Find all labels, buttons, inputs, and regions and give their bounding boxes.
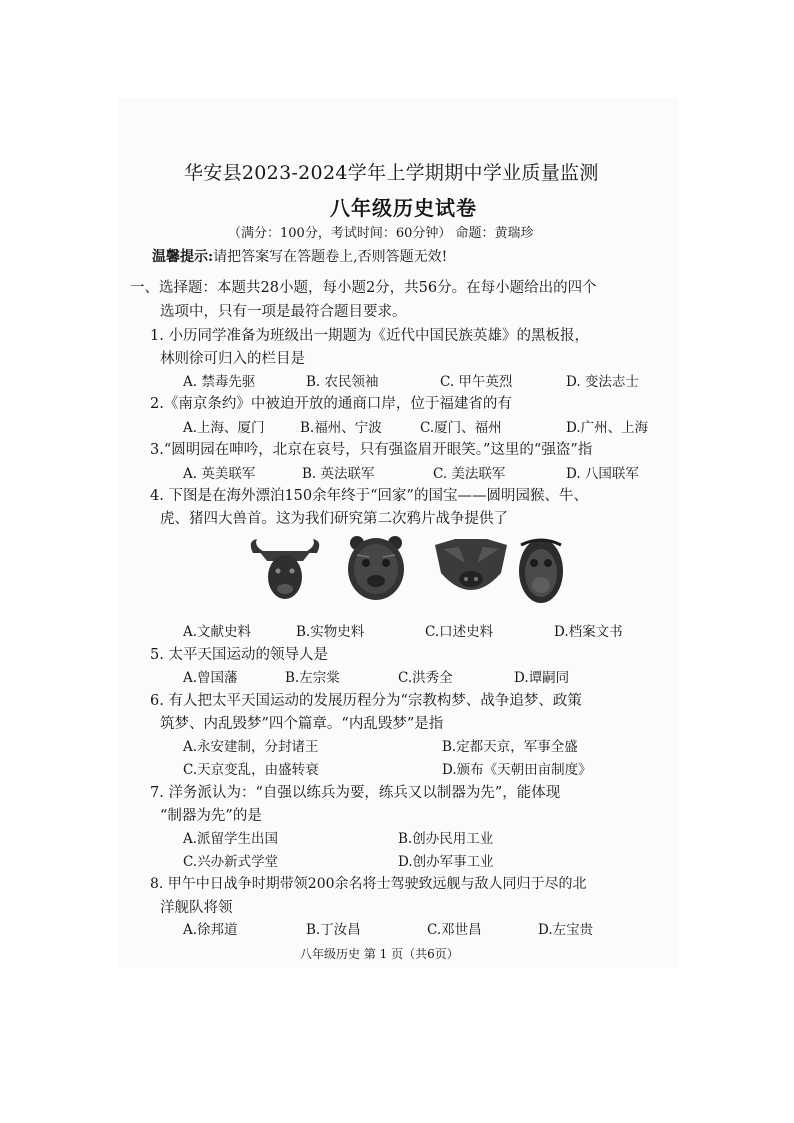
question-7-stem-line2: “制器为先”的是: [160, 808, 262, 824]
monkey-head-image: [519, 539, 563, 603]
question-2-option-d: D.广州、上海: [566, 420, 649, 436]
question-1-stem-line1: 1. 小历同学准备为班级出一期题为《近代中国民族英雄》的黑板报，: [150, 328, 589, 344]
question-4-stem-line1: 4. 下图是在海外漂泊150余年终于“回家”的国宝——圆明园猴、牛、: [150, 488, 588, 504]
question-8-stem-line1: 8. 甲午中日战争时期带领200余名将士驾驶致远舰与敌人同归于尽的北: [150, 876, 587, 892]
question-2-option-b: B.福州、宁波: [300, 420, 382, 436]
zodiac-heads-figure: [245, 533, 575, 605]
question-1-option-d: D. 变法志士: [566, 374, 639, 390]
question-5-option-b: B.左宗棠: [285, 670, 340, 686]
question-5-option-a: A.曾国藩: [183, 670, 238, 686]
exam-title: 华安县2023-2024学年上学期期中学业质量监测: [184, 162, 599, 184]
question-5-stem: 5. 太平天国运动的领导人是: [150, 647, 328, 663]
page-footer: 八年级历史 第 1 页（共6页）: [300, 947, 459, 961]
question-4-option-c: C.口述史料: [425, 624, 494, 640]
question-1-option-a: A. 禁毒先驱: [183, 374, 256, 390]
question-1-option-c: C. 甲午英烈: [440, 374, 513, 390]
question-4-option-d: D.档案文书: [554, 624, 623, 640]
question-8-option-d: D.左宝贵: [538, 922, 594, 938]
pig-head-image: [435, 539, 507, 590]
exam-subject-title: 八年级历史试卷: [330, 196, 477, 220]
warm-tip: [152, 246, 447, 266]
question-6-option-d: D.颁布《天朝田亩制度》: [442, 762, 592, 778]
ox-head-image: [251, 539, 320, 599]
question-2-option-a: A.上海、厦门: [183, 420, 265, 436]
question-4-option-a: A.文献史料: [183, 624, 252, 640]
question-4-option-b: B.实物史料: [296, 624, 365, 640]
question-5-option-d: D.谭嗣同: [514, 670, 570, 686]
question-7-option-a: A.派留学生出国: [183, 831, 279, 847]
question-8-option-a: A.徐邦道: [183, 922, 238, 938]
question-3-option-c: C. 美法联军: [433, 466, 506, 482]
question-7-option-b: B.创办民用工业: [398, 831, 494, 847]
question-6-stem-line1: 6. 有人把太平天国运动的发展历程分为“宗教构梦、战争追梦、政策: [150, 693, 582, 709]
question-6-stem-line2: 筑梦、内乱毁梦”四个篇章。“内乱毁梦”是指: [160, 716, 444, 732]
question-7-option-c: C.兴办新式学堂: [183, 854, 279, 870]
question-4-stem-line2: 虎、猪四大兽首。这为我们研究第二次鸦片战争提供了: [160, 511, 508, 527]
question-6-option-b: B.定都天京，军事全盛: [442, 739, 578, 755]
warm-tip-text: 请把答案写在答题卷上,否则答题无效!: [213, 249, 448, 265]
question-1-stem-line2: 林则徐可归入的栏目是: [160, 351, 305, 367]
section-heading-line1: 一、选择题：本题共28小题，每小题2分，共56分。在每小题给出的四个: [130, 280, 597, 296]
section-heading-line2: 选项中，只有一项是最符合题目要求。: [160, 304, 407, 320]
question-7-option-d: D.创办军事工业: [398, 854, 494, 870]
question-2-stem: 2.《南京条约》中被迫开放的通商口岸，位于福建省的有: [150, 396, 512, 412]
question-6-option-a: A.永安建制，分封诸王: [183, 739, 319, 755]
question-3-option-a: A. 英美联军: [183, 466, 256, 482]
warm-tip-label: 温馨提示:: [152, 249, 214, 265]
question-5-option-c: C.洪秀全: [398, 670, 453, 686]
question-8-option-b: B.丁汝昌: [306, 922, 361, 938]
question-7-stem-line1: 7. 洋务派认为：“自强以练兵为要，练兵又以制器为先”，能体现: [150, 785, 561, 801]
question-3-option-b: B. 英法联军: [302, 466, 375, 482]
question-3-stem: 3.“圆明园在呻吟，北京在哀号，只有强盗眉开眼笑。”这里的“强盗”指: [150, 442, 593, 458]
tiger-head-image: [348, 536, 404, 600]
question-2-option-c: C.厦门、福州: [420, 420, 502, 436]
question-1-option-b: B. 农民领袖: [306, 374, 379, 390]
question-8-option-c: C.邓世昌: [427, 922, 482, 938]
exam-info: （满分：100分，考试时间：60分钟） 命题：黄瑞珍: [228, 226, 534, 241]
question-8-stem-line2: 洋舰队将领: [160, 900, 233, 916]
question-3-option-d: D. 八国联军: [566, 466, 639, 482]
question-6-option-c: C.天京变乱，由盛转衰: [183, 762, 319, 778]
